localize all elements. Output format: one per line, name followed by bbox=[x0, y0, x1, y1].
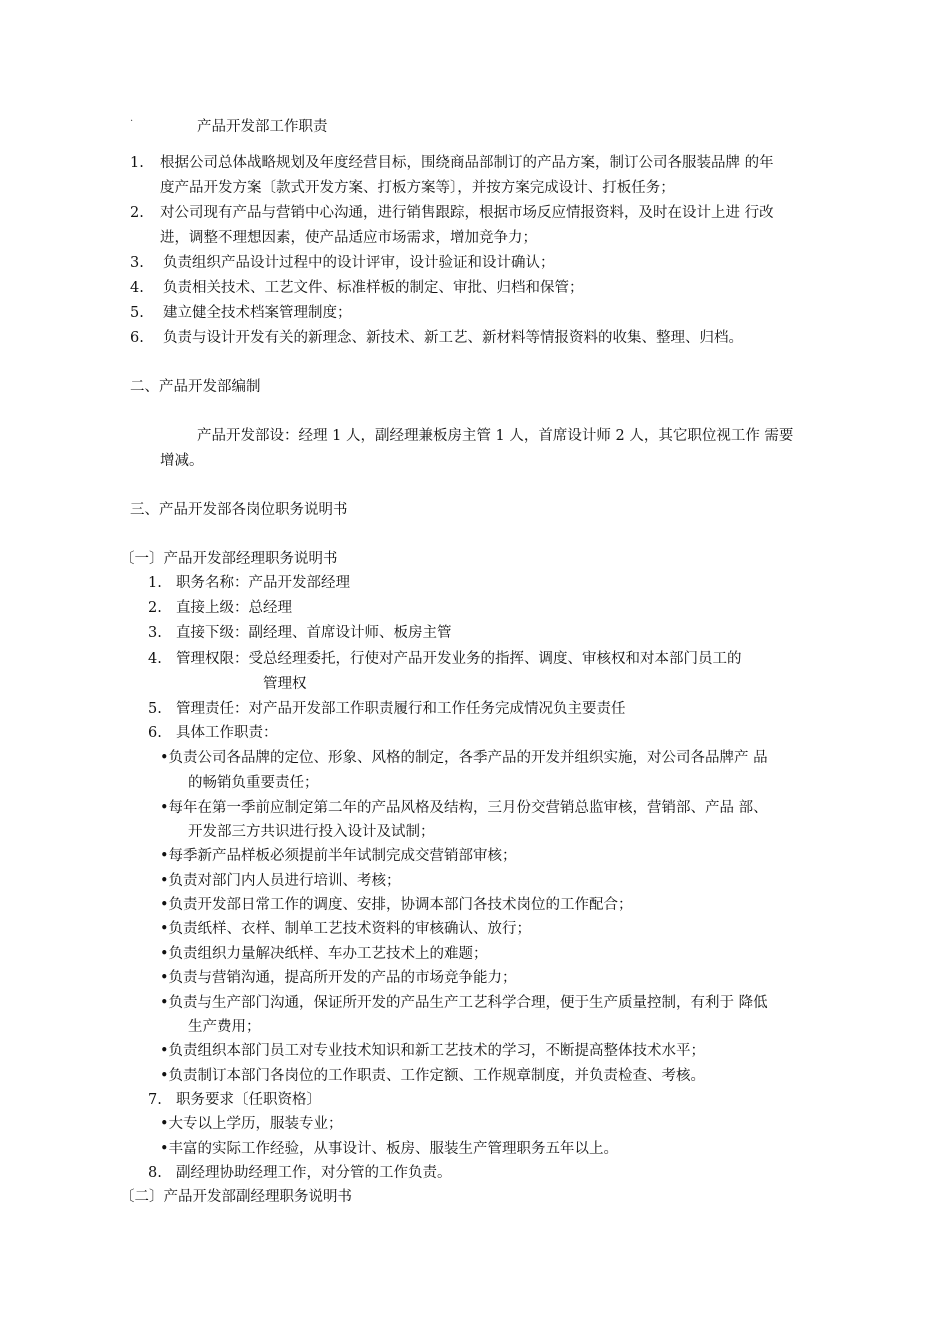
document-title: 产品开发部工作职责 bbox=[197, 119, 328, 135]
duty-number: 4. bbox=[130, 280, 144, 296]
bullet-item: •负责对部门内人员进行培训、考核； bbox=[160, 873, 401, 889]
section2-heading: 二、产品开发部编制 bbox=[130, 379, 261, 395]
bullet-item: •负责纸样、衣样、制单工艺技术资料的审核确认、放行； bbox=[160, 921, 532, 937]
duty-text: 度产品开发方案〔款式开发方案、打板方案等〕，并按方案完成设计、打板任务； bbox=[160, 180, 675, 196]
bullet-item: •负责公司各品牌的定位、形象、风格的制定，各季产品的开发并组织实施，对公司各品牌产 品 bbox=[160, 750, 768, 766]
item-number: 2. bbox=[148, 600, 162, 616]
duty-text: 进，调整不理想因素，使产品适应市场需求，增加竞争力； bbox=[160, 230, 537, 246]
item-text-cont: 管理权 bbox=[263, 676, 307, 692]
duty-number: 5. bbox=[130, 305, 144, 321]
duty-text: 负责相关技术、工艺文件、标准样板的制定、审批、归档和保管； bbox=[163, 280, 584, 296]
bullet-item-cont: 开发部三方共识进行投入设计及试制； bbox=[188, 824, 435, 840]
bullet-item: •负责组织本部门员工对专业技术知识和新工艺技术的学习，不断提高整体技术水平； bbox=[160, 1043, 706, 1059]
item-text: 职务名称：产品开发部经理 bbox=[176, 575, 350, 591]
item-text: 直接上级：总经理 bbox=[176, 600, 292, 616]
duty-text: 建立健全技术档案管理制度； bbox=[163, 305, 352, 321]
section2-paragraph: 产品开发部设：经理 1 人，副经理兼板房主管 1 人，首席设计师 2 人，其它职位视工作 需要 bbox=[197, 428, 794, 444]
item-number: 6. bbox=[148, 725, 162, 741]
item-number: 1. bbox=[148, 575, 162, 591]
item-text: 管理权限：受总经理委托，行使对产品开发业务的指挥、调度、审核权和对本部门员工的 bbox=[176, 651, 742, 667]
item-text: 具体工作职责： bbox=[176, 725, 278, 741]
bullet-item: •每年在第一季前应制定第二年的产品风格及结构，三月份交营销总监审核，营销部、产品 部、 bbox=[160, 800, 768, 816]
item-text: 管理责任：对产品开发部工作职责履行和工作任务完成情况负主要责任 bbox=[176, 701, 626, 717]
duty-text: 负责组织产品设计过程中的设计评审，设计验证和设计确认； bbox=[163, 255, 555, 271]
section3-heading: 三、产品开发部各岗位职务说明书 bbox=[130, 502, 348, 518]
item-number: 3. bbox=[148, 625, 162, 641]
duty-text: 根据公司总体战略规划及年度经营目标，围绕商品部制订的产品方案，制订公司各服装品牌 的年 bbox=[160, 155, 774, 171]
bullet-item: •每季新产品样板必须提前半年试制完成交营销部审核； bbox=[160, 848, 517, 864]
duty-number: 2. bbox=[130, 205, 144, 221]
item-number: 8. bbox=[148, 1165, 162, 1181]
subsection-heading: 〔一〕产品开发部经理职务说明书 bbox=[120, 551, 338, 567]
requirement-bullet: •丰富的实际工作经验，从事设计、板房、服装生产管理职务五年以上。 bbox=[160, 1141, 619, 1157]
item-text: 职务要求〔任职资格〕 bbox=[176, 1092, 321, 1108]
bullet-item: •负责与营销沟通，提高所开发的产品的市场竞争能力； bbox=[160, 970, 517, 986]
bullet-item-cont: 生产费用； bbox=[188, 1019, 261, 1035]
item-text: 副经理协助经理工作，对分管的工作负责。 bbox=[176, 1165, 452, 1181]
subsection-heading: 〔二〕产品开发部副经理职务说明书 bbox=[120, 1189, 352, 1205]
title-dot: · bbox=[130, 116, 134, 127]
duty-text: 负责与设计开发有关的新理念、新技术、新工艺、新材料等情报资料的收集、整理、归档。 bbox=[163, 330, 743, 346]
bullet-item: •负责与生产部门沟通，保证所开发的产品生产工艺科学合理，便于生产质量控制，有利于 降低 bbox=[160, 995, 768, 1011]
bullet-item: •负责制订本部门各岗位的工作职责、工作定额、工作规章制度，并负责检查、考核。 bbox=[160, 1068, 706, 1084]
bullet-item-cont: 的畅销负重要责任； bbox=[188, 775, 319, 791]
duty-number: 6. bbox=[130, 330, 144, 346]
bullet-item: •负责开发部日常工作的调度、安排，协调本部门各技术岗位的工作配合； bbox=[160, 897, 633, 913]
item-number: 5. bbox=[148, 701, 162, 717]
section2-paragraph-cont: 增减。 bbox=[160, 453, 204, 469]
requirement-bullet: •大专以上学历，服装专业； bbox=[160, 1116, 343, 1132]
bullet-item: •负责组织力量解决纸样、车办工艺技术上的难题； bbox=[160, 946, 488, 962]
item-text: 直接下级：副经理、首席设计师、板房主管 bbox=[176, 625, 452, 641]
duty-text: 对公司现有产品与营销中心沟通，进行销售跟踪，根据市场反应情报资料，及时在设计上进 行改 bbox=[160, 205, 774, 221]
duty-number: 3. bbox=[130, 255, 144, 271]
item-number: 7. bbox=[148, 1092, 162, 1108]
duty-number: 1. bbox=[130, 155, 144, 171]
item-number: 4. bbox=[148, 651, 162, 667]
